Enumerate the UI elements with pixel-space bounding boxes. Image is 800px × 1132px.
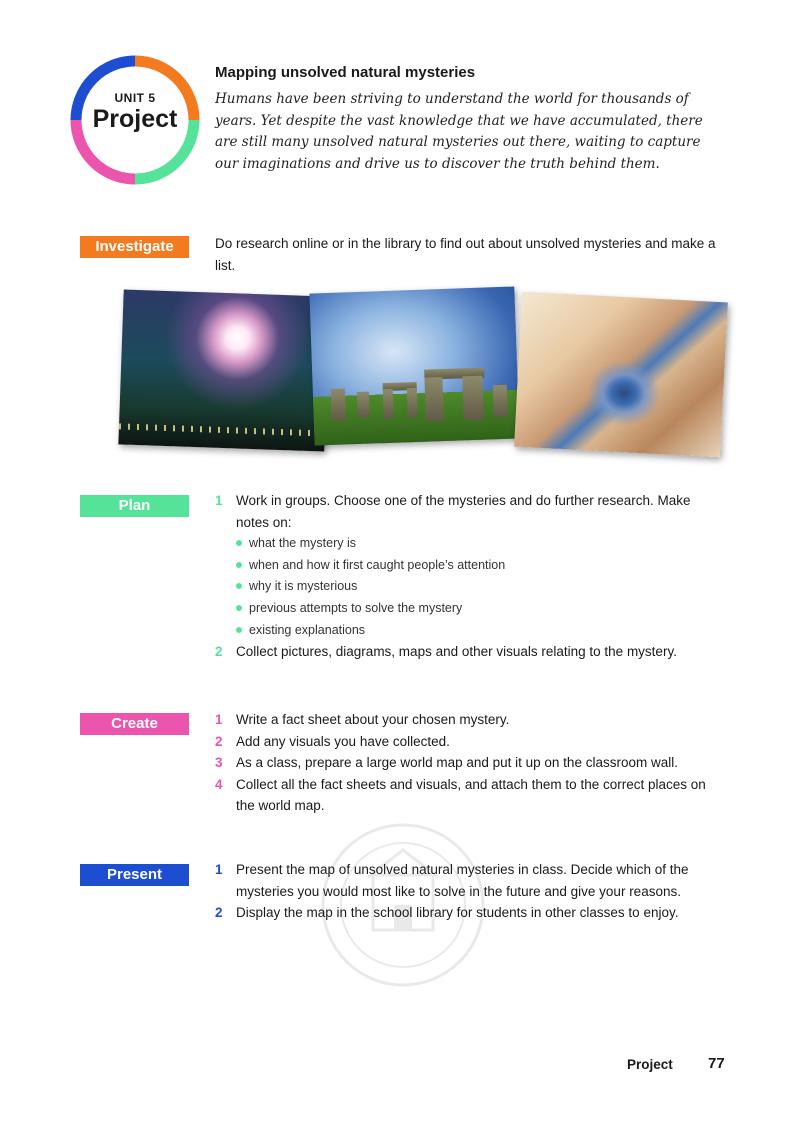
create-item-1-text: Write a fact sheet about your chosen mystery. <box>236 712 510 727</box>
unit-badge <box>70 55 200 185</box>
plan-note-5-text: existing explanations <box>249 622 366 637</box>
present-list <box>215 859 725 924</box>
bullet-dot <box>236 627 242 633</box>
plan-notes-list <box>236 533 725 641</box>
plan-item-2-number: 2 <box>215 644 223 660</box>
create-item-3-number: 3 <box>215 755 223 771</box>
bullet-dot <box>236 540 242 546</box>
plan-note-2-text: when and how it first caught people’s attention <box>249 557 506 572</box>
unit-label: UNIT 5 <box>114 91 156 105</box>
present-item-1-text: Present the map of unsolved natural mysteries in class. Decide which of the mysteries you would most like to solve in the future and give your reasons. <box>236 862 689 899</box>
present-item-2-number: 2 <box>215 905 223 921</box>
create-item-2-text: Add any visuals you have collected. <box>236 733 450 749</box>
plan-note-3-text: why it is mysterious <box>249 579 358 594</box>
plan-note-4-text: previous attempts to solve the mystery <box>249 600 463 615</box>
plan-list <box>215 490 725 663</box>
bullet-dot <box>236 605 242 611</box>
page-number: 77 <box>708 1055 725 1072</box>
create-item-2 <box>215 731 725 753</box>
unit-title: Project <box>92 105 178 133</box>
plan-item-2 <box>215 641 725 663</box>
create-item-2-number: 2 <box>215 733 223 749</box>
plan-item-1-number: 1 <box>215 493 223 508</box>
desert-satellite-photo <box>514 292 728 458</box>
investigate-tag: Investigate <box>80 236 189 258</box>
present-item-1 <box>215 859 725 902</box>
plan-note-5 <box>236 620 725 642</box>
stonehenge-photo <box>309 286 519 445</box>
plan-note-1 <box>236 533 725 555</box>
create-list <box>215 709 725 817</box>
intro-body: Humans have been striving to understand the world for thousands of years. Yet despite the vast knowledge that we have accumulated, there are still many unsolved natural mysteries out there, waiting to capture our imaginations and drive us to discover the truth behind them. <box>215 91 703 172</box>
plan-note-3 <box>236 576 725 598</box>
create-item-4-number: 4 <box>215 776 223 792</box>
bullet-dot <box>236 583 242 589</box>
plan-item-1-text: Work in groups. Choose one of the mysteries and do further research. Make notes on: <box>236 493 691 530</box>
present-tag: Present <box>80 864 189 886</box>
create-item-1-number: 1 <box>215 712 223 727</box>
plan-note-1-text: what the mystery is <box>249 536 356 551</box>
investigate-text: Do research online or in the library to find out about unsolved mysteries and make a list. <box>215 236 716 273</box>
create-item-3 <box>215 752 725 774</box>
create-item-1 <box>215 709 725 731</box>
intro-title: Mapping unsolved natural mysteries <box>215 64 476 81</box>
footer-section-label: Project <box>627 1057 673 1072</box>
create-tag: Create <box>80 713 189 735</box>
present-item-2-text: Display the map in the school library for students in other classes to enjoy. <box>236 905 679 921</box>
night-lights-photo <box>118 289 329 451</box>
plan-item-1 <box>215 490 725 641</box>
plan-tag: Plan <box>80 495 189 517</box>
plan-note-4 <box>236 598 725 620</box>
present-item-2 <box>215 902 725 924</box>
present-item-1-number: 1 <box>215 862 223 877</box>
create-item-3-text: As a class, prepare a large world map and put it up on the classroom wall. <box>236 755 678 771</box>
create-item-4-text: Collect all the fact sheets and visuals, and attach them to the correct places on the world map. <box>236 776 706 814</box>
plan-item-2-text: Collect pictures, diagrams, maps and other visuals relating to the mystery. <box>236 644 677 660</box>
plan-note-2 <box>236 555 725 577</box>
bullet-dot <box>236 562 242 568</box>
